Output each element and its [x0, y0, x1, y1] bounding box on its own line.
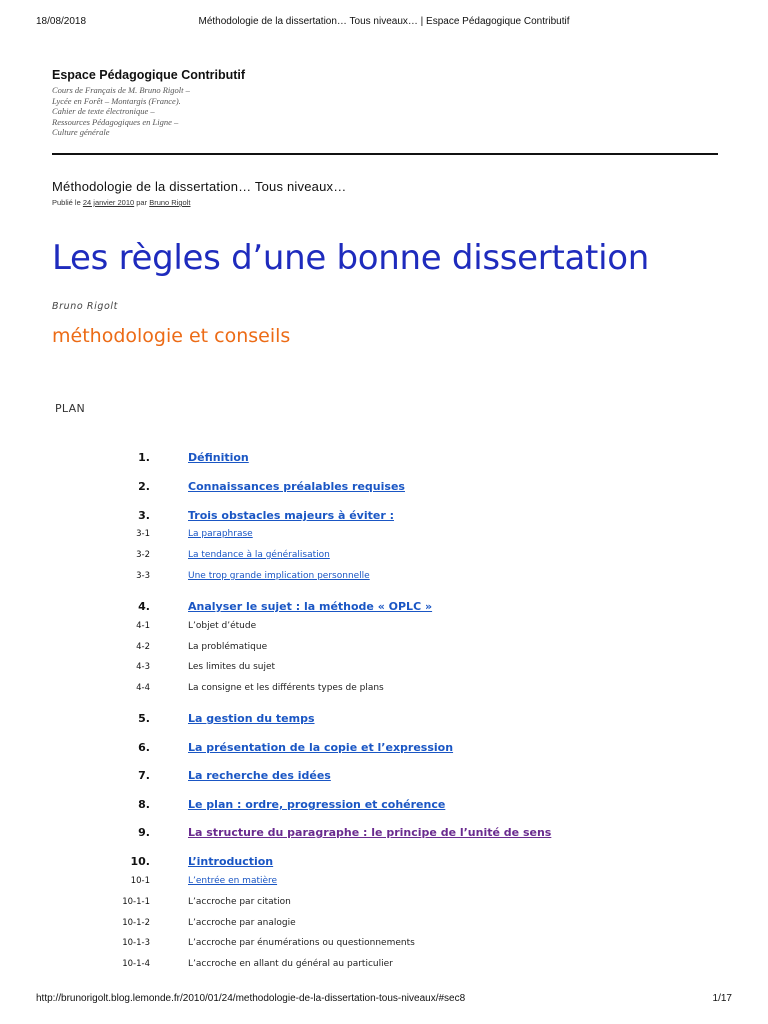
toc-item: [0, 509, 768, 525]
article-subtitle: méthodologie et conseils: [52, 325, 291, 347]
toc-number: 4.: [138, 600, 150, 613]
plan-label: PLAN: [55, 402, 85, 415]
toc-link[interactable]: L’introduction: [188, 855, 274, 868]
site-description-line: Cahier de texte électronique –: [52, 106, 155, 116]
toc-item: [0, 529, 768, 545]
toc-link[interactable]: La structure du paragraphe : le principe de l’unité de sens: [188, 826, 552, 839]
toc-item: [0, 897, 768, 913]
toc-link[interactable]: Définition: [188, 451, 249, 464]
toc-number: 4-2: [136, 642, 150, 652]
post-meta-prefix: Publié le: [52, 198, 81, 207]
toc-item: [0, 600, 768, 616]
toc-link[interactable]: La tendance à la généralisation: [188, 550, 330, 560]
toc-link[interactable]: La paraphrase: [188, 529, 253, 539]
print-page-title: Méthodologie de la dissertation… Tous niveaux… | Espace Pédagogique Contributif: [198, 16, 570, 27]
site-title-link[interactable]: Espace Pédagogique Contributif: [52, 68, 246, 82]
toc-item: [0, 938, 768, 954]
toc-link[interactable]: Connaissances préalables requises: [188, 480, 405, 493]
toc-number: 7.: [138, 769, 150, 782]
toc-number: 10-1: [130, 876, 150, 886]
toc-link[interactable]: La gestion du temps: [188, 712, 315, 725]
toc-number: 6.: [138, 741, 150, 754]
toc-number: 4-3: [136, 662, 150, 672]
toc-item: [0, 959, 768, 975]
toc-label: L’accroche en allant du général au particulier: [188, 959, 393, 969]
toc-label: La problématique: [188, 642, 268, 652]
toc-item: [0, 642, 768, 658]
post-author-link[interactable]: Bruno Rigolt: [149, 198, 191, 207]
print-date: 18/08/2018: [36, 16, 87, 27]
toc-item: [0, 480, 768, 496]
print-page-number: 1/17: [712, 993, 732, 1004]
toc-link[interactable]: Analyser le sujet : la méthode « OPLC »: [188, 600, 433, 613]
toc-number: 1.: [138, 451, 150, 464]
print-header: [36, 16, 732, 30]
toc-item: [0, 876, 768, 892]
toc-link[interactable]: La présentation de la copie et l’expression: [188, 741, 454, 754]
toc-number: 4-1: [136, 621, 150, 631]
toc-number: 10-1-4: [122, 959, 150, 969]
site-description-line: Culture générale: [52, 127, 110, 137]
toc-number: 5.: [138, 712, 150, 725]
site-description-line: Lycée en Forêt – Montargis (France).: [52, 95, 181, 106]
toc-link[interactable]: La recherche des idées: [188, 769, 331, 782]
toc-number: 8.: [138, 798, 150, 811]
header-divider: [52, 153, 718, 155]
post-meta: [52, 198, 190, 207]
toc-label: L’objet d’étude: [188, 621, 257, 631]
toc-number: 9.: [138, 826, 150, 839]
toc-item: [0, 621, 768, 637]
toc-label: La consigne et les différents types de plans: [188, 683, 384, 693]
site-description-line: Ressources Pédagogiques en Ligne –: [52, 116, 179, 127]
toc-number: 3-2: [136, 550, 150, 560]
post-meta-by: par: [136, 198, 148, 207]
toc-item: [0, 798, 768, 814]
post-date-link[interactable]: 24 janvier 2010: [82, 198, 135, 207]
toc-number: 3-1: [136, 529, 150, 539]
toc-number: 3-3: [136, 571, 150, 581]
toc-item: [0, 683, 768, 699]
toc-number: 4-4: [136, 683, 150, 693]
toc-link[interactable]: Le plan : ordre, progression et cohérence: [188, 798, 446, 811]
toc-item: [0, 571, 768, 587]
toc-item: [0, 451, 768, 467]
toc-item: [0, 918, 768, 934]
article-author: Bruno Rigolt: [52, 301, 118, 312]
toc-label: L’accroche par analogie: [188, 918, 296, 928]
toc-item: [0, 712, 768, 728]
toc-item: [0, 741, 768, 757]
site-description: [52, 85, 718, 138]
toc-item: [0, 826, 768, 842]
toc-link[interactable]: Trois obstacles majeurs à éviter :: [188, 509, 394, 522]
print-url: http://brunorigolt.blog.lemonde.fr/2010/01/24/methodologie-de-la-dissertation-tous-niveaux/#sec8: [36, 993, 466, 1004]
toc-number: 10-1-2: [122, 918, 150, 928]
toc-label: Les limites du sujet: [188, 662, 276, 672]
site-description-line: Cours de Français de M. Bruno Rigolt –: [52, 85, 190, 95]
toc-number: 3.: [138, 509, 150, 522]
toc-label: L’accroche par citation: [188, 897, 291, 907]
toc-item: [0, 855, 768, 871]
toc-link[interactable]: Une trop grande implication personnelle: [188, 571, 370, 581]
toc-number: 10-1-3: [122, 938, 150, 948]
toc-label: L’accroche par énumérations ou questionnements: [188, 938, 415, 948]
site-header: [52, 68, 718, 138]
toc-number: 10.: [130, 855, 150, 868]
toc-item: [0, 550, 768, 566]
post-title: Méthodologie de la dissertation… Tous niveaux…: [52, 179, 347, 194]
article-heading: Les règles d’une bonne dissertation: [52, 238, 649, 278]
print-footer: [36, 993, 732, 1007]
toc-number: 2.: [138, 480, 150, 493]
toc-item: [0, 662, 768, 678]
toc-number: 10-1-1: [122, 897, 150, 907]
toc-item: [0, 769, 768, 785]
toc-link[interactable]: L’entrée en matière: [188, 876, 278, 886]
